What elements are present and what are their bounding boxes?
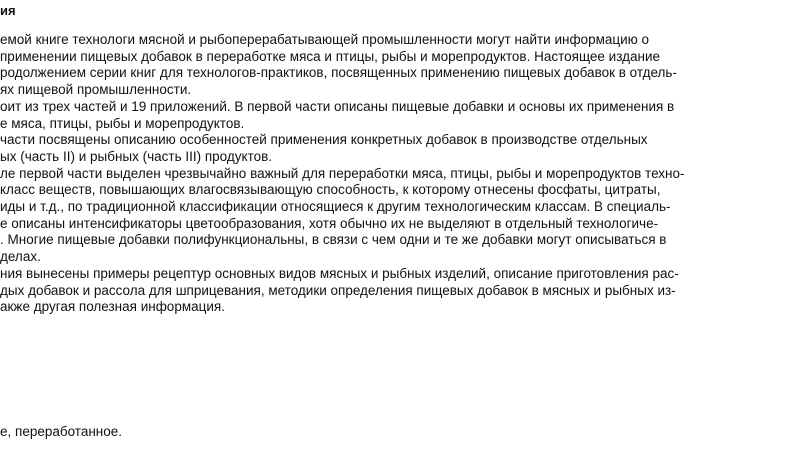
text-line: ях пищевой промышленности.: [0, 82, 192, 98]
edition-note: е, переработанное.: [0, 424, 123, 439]
text-line: акже другая полезная информация.: [0, 299, 225, 315]
text-line: дых добавок и рассола для шприцевания, методики определения пищевых добавок в мясных и рыбных из-: [0, 282, 676, 298]
text-line: емой книге технологи мясной и рыбоперерабатывающей промышленности могут найти информацию о: [0, 32, 650, 47]
body-text: [0, 32, 800, 316]
text-line: . Многие пищевые добавки полифункциональны, в связи с чем одни и те же добавки могут описываться в: [0, 232, 667, 248]
text-line: иды и т.д., по традиционной классификации относящиеся к другим технологическим классам. В специаль-: [0, 199, 671, 215]
section-heading: ия: [0, 3, 16, 18]
text-line: родолжением серии книг для технологов-практиков, посвященных применению пищевых добавок в отдель-: [0, 65, 677, 81]
text-line: класс веществ, повышающих влагосвязывающую способность, к которому отнесены фосфаты, цитраты,: [0, 182, 661, 198]
text-line: е мяса, птицы, рыбы и морепродуктов.: [0, 115, 245, 131]
text-line: ния вынесены примеры рецептур основных видов мясных и рыбных изделий, описание приготовления рас-: [0, 265, 679, 281]
text-line: применении пищевых добавок в переработке мяса и птицы, рыбы и морепродуктов. Настоящее издание: [0, 48, 660, 64]
text-line: е описаны интенсификаторы цветообразования, хотя обычно их не выделяют в отдельный технологиче-: [0, 215, 659, 231]
text-line: части посвящены описанию особенностей применения конкретных добавок в производстве отдельных: [0, 132, 648, 148]
text-line: оит из трех частей и 19 приложений. В первой части описаны пищевые добавки и основы их применения в: [0, 98, 675, 114]
text-line: делах.: [0, 249, 41, 265]
text-line: ых (часть II) и рыбных (часть III) продуктов.: [0, 148, 273, 164]
text-line: ле первой части выделен чрезвычайно важный для переработки мяса, птицы, рыбы и морепродуктов техно-: [0, 165, 685, 181]
